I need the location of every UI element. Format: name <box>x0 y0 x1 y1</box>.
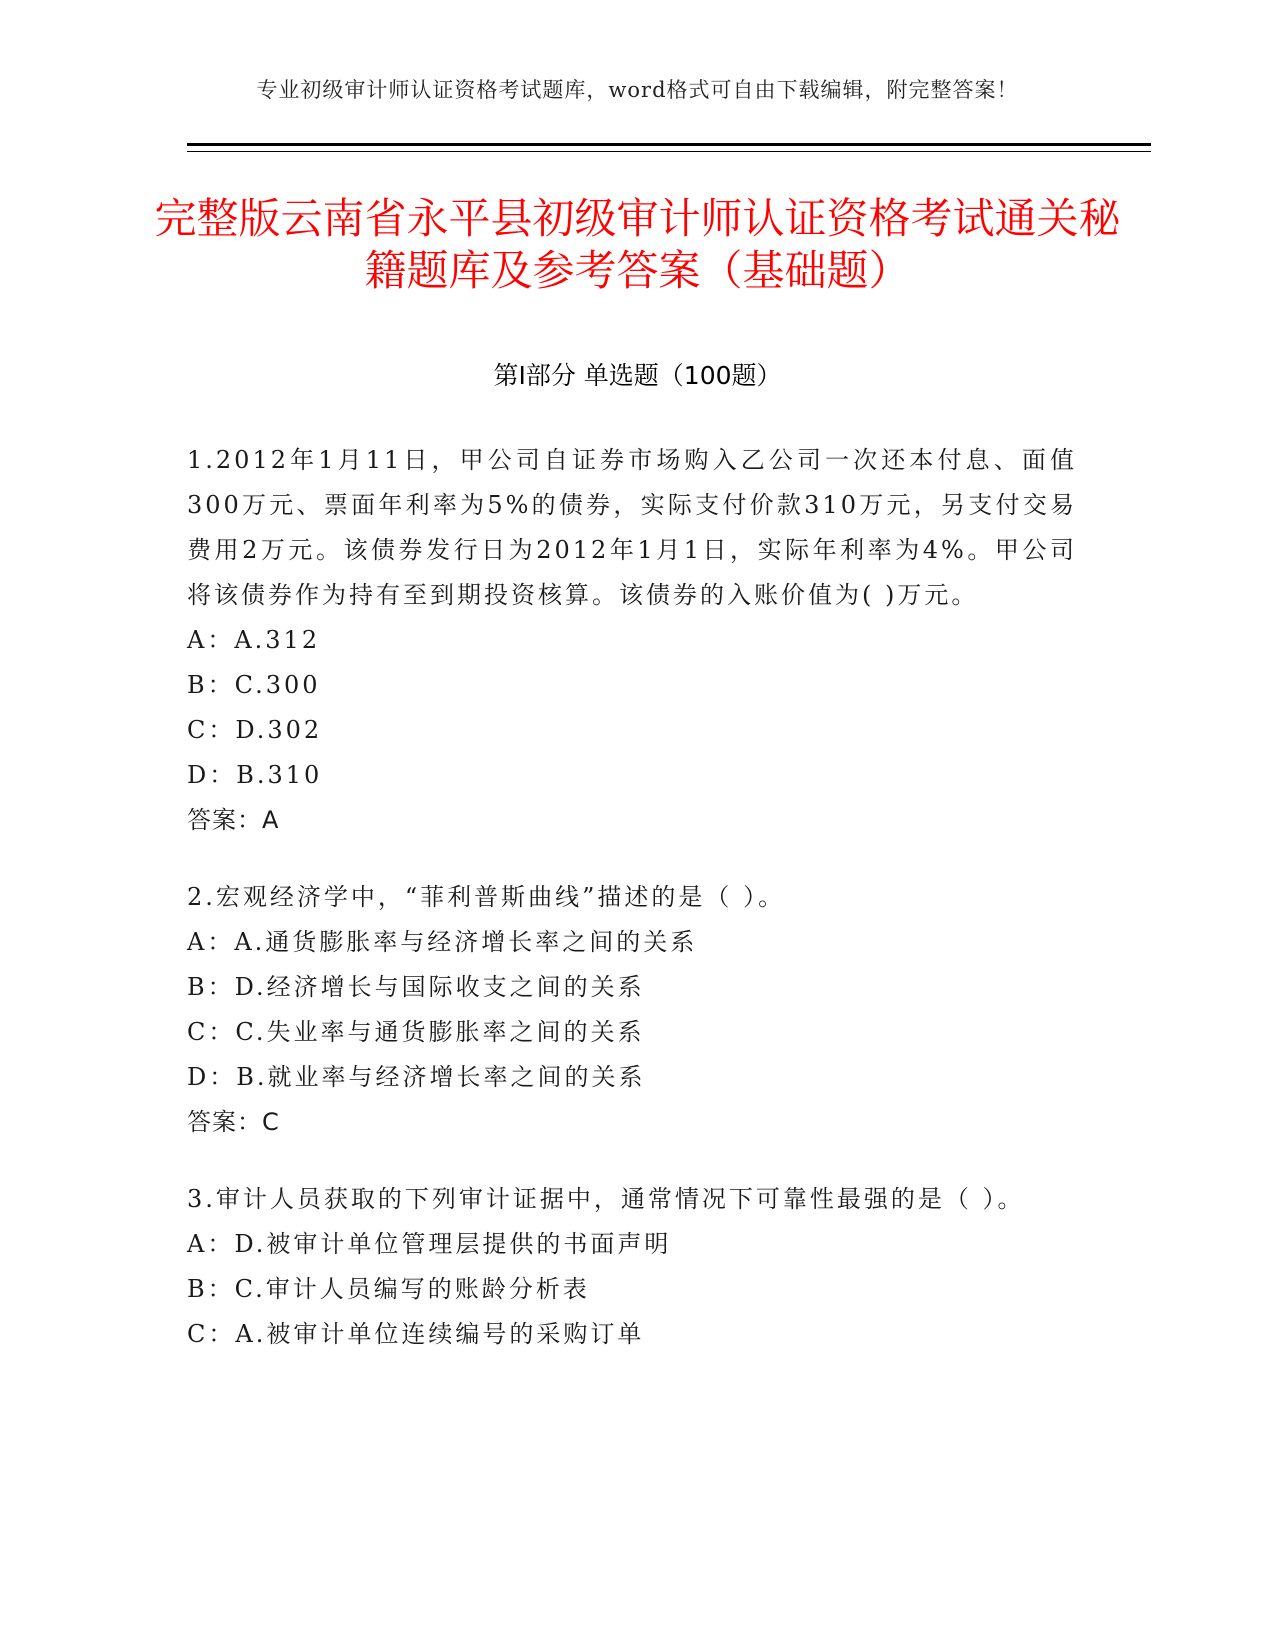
option-d: D：B.就业率与经济增长率之间的关系 <box>187 1063 646 1091</box>
option-b: B：D.经济增长与国际收支之间的关系 <box>187 973 645 1001</box>
question-stem: 1.2012年1月11日，甲公司自证券市场购入乙公司一次还本付息、面值300万元、票面年利率为5%的债券，实际支付价款310万元，另支付交易费用2万元。该债券发行日为2012年1月1日，实际年利率为4%。甲公司将该债券作为持有至到期投资核算。该债券的入账价值为( )万元。 <box>187 446 1077 609</box>
question-stem: 3.审计人员获取的下列审计证据中，通常情况下可靠性最强的是（ ）。 <box>187 1185 1025 1213</box>
option-a: A：D.被审计单位管理层提供的书面声明 <box>187 1230 672 1258</box>
question-list <box>187 438 1077 1389</box>
answer-line: 答案：C <box>187 1108 280 1136</box>
option-d: D：B.310 <box>187 761 323 789</box>
section-title: 第Ⅰ部分 单选题（100题） <box>493 361 782 390</box>
option-b: B：C.审计人员编写的账龄分析表 <box>187 1275 590 1303</box>
answer-line: 答案：A <box>187 806 280 834</box>
header-rule-thin <box>187 151 1151 152</box>
document-title: 完整版云南省永平县初级审计师认证资格考试通关秘籍题库及参考答案（基础题） <box>154 194 1121 295</box>
header-note: 专业初级审计师认证资格考试题库，word格式可自由下载编辑，附完整答案！ <box>256 78 1019 102</box>
option-c: C：D.302 <box>187 716 323 744</box>
question-stem: 2.宏观经济学中，“菲利普斯曲线”描述的是（ ）。 <box>187 883 786 911</box>
option-a: A：A.312 <box>187 626 321 654</box>
option-a: A：A.通货膨胀率与经济增长率之间的关系 <box>187 928 698 956</box>
question-3 <box>187 1177 1077 1357</box>
option-c: C：C.失业率与通货膨胀率之间的关系 <box>187 1018 645 1046</box>
option-c: C：A.被审计单位连续编号的采购订单 <box>187 1320 645 1348</box>
question-2 <box>187 875 1077 1145</box>
question-1 <box>187 438 1077 843</box>
option-b: B：C.300 <box>187 671 321 699</box>
header-rule-thick <box>187 143 1151 146</box>
